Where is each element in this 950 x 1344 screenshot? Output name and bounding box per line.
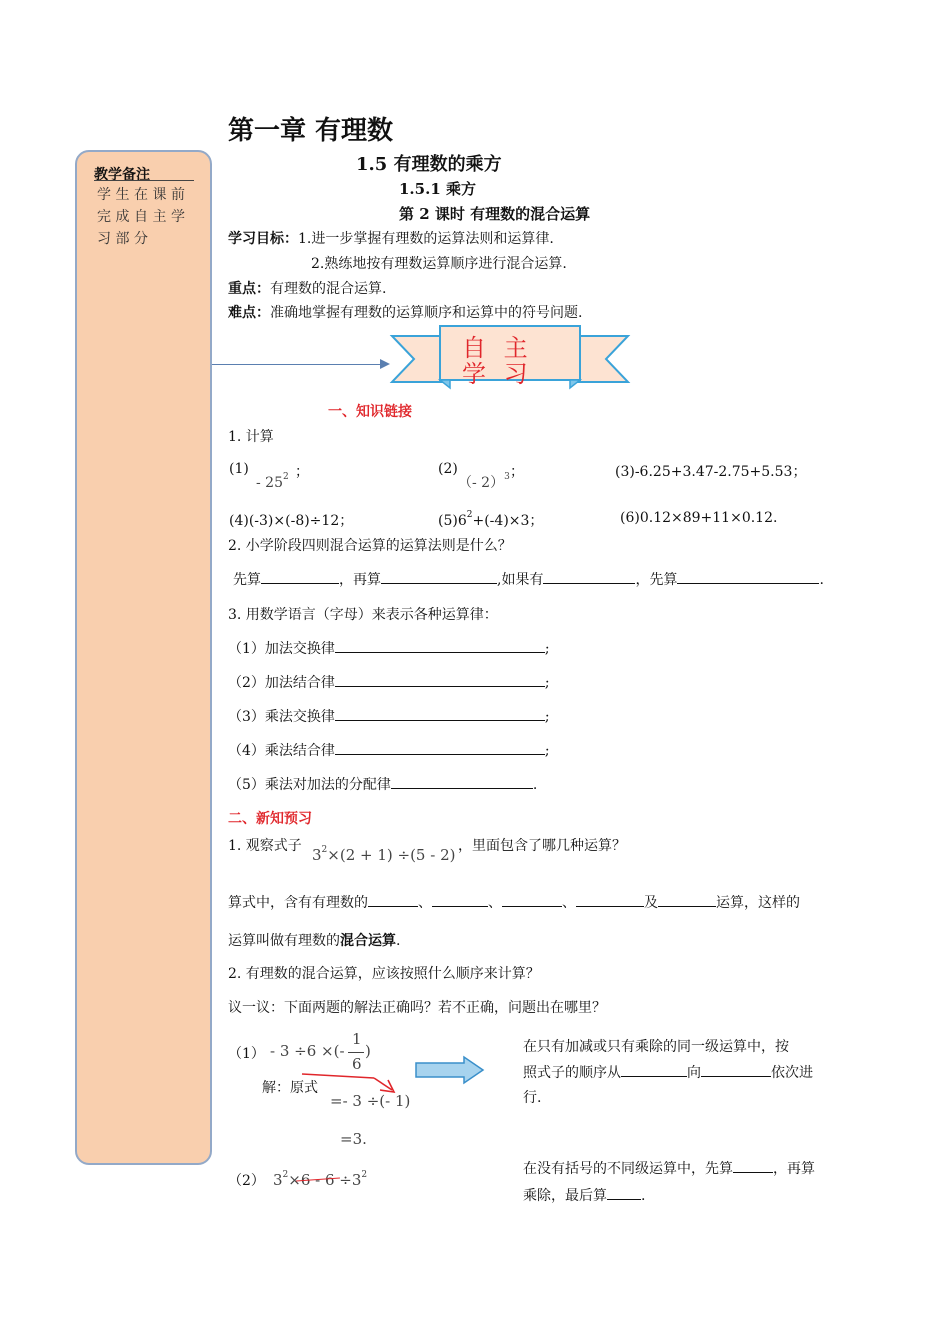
subsection-title: 1.5.1 乘方 (399, 180, 476, 198)
rule2-line1 (523, 1158, 815, 1178)
p2-fill-line-1 (228, 892, 800, 912)
ex1-denominator: 6 (352, 1055, 362, 1073)
fraction-bar (348, 1052, 364, 1053)
ex1-step-2: =3. (340, 1130, 367, 1148)
q1b-base: （- 2） (458, 475, 505, 491)
p2-q1-post: ，里面包含了哪几种运算？ (458, 838, 626, 854)
q2-blank-3[interactable] (543, 569, 635, 584)
p2-q2: 2. 有理数的混合运算，应该按照什么顺序来计算？ (228, 966, 540, 982)
q1a-label: (1) (229, 461, 249, 477)
law-3 (228, 706, 550, 726)
q2-blank-2[interactable] (381, 569, 497, 584)
ex2-exponent-2: 2 (361, 1170, 368, 1180)
q1d: (4)(-3)×(-8)÷12； (229, 513, 354, 529)
key-label: 重点： (228, 281, 270, 297)
objective-1: 1.进一步掌握有理数的运算法则和运算律. (298, 231, 554, 247)
p2-q1-exponent: 2 (321, 845, 328, 855)
p2-sep-3: 、 (562, 895, 576, 911)
p2-blank-5[interactable] (658, 892, 716, 907)
p2-fill-line-2 (228, 930, 400, 950)
law-4-label: （4）乘法结合律 (228, 743, 335, 759)
ex1-step-1: =- 3 ÷(- 1) (330, 1092, 411, 1110)
rule2-text-a: 在没有括号的不同级运算中，先算 (523, 1161, 733, 1177)
rule2-text-c: 乘除，最后算 (523, 1188, 607, 1204)
law-1-end: ; (544, 641, 550, 657)
objectives-label: 学习目标： (228, 231, 298, 247)
p2-discuss: 议一议：下面两题的解法正确吗？若不正确，问题出在哪里？ (228, 1000, 606, 1016)
p2-blank-1[interactable] (368, 892, 418, 907)
q1e-base: (5)6 (438, 513, 467, 529)
divider (94, 180, 194, 181)
q2-text-2: ，再算 (339, 572, 381, 588)
p2-q1-base: 3 (312, 846, 322, 864)
q1e (438, 510, 543, 530)
q1a-base: - 25 (256, 475, 283, 491)
law-3-label: （3）乘法交换律 (228, 709, 335, 725)
p2-and: 及 (644, 895, 658, 911)
ex2-base: 3 (273, 1171, 283, 1189)
rule1-blank-1[interactable] (621, 1062, 687, 1077)
q2-text-1: 先算 (233, 572, 261, 588)
q1-title: 1. 计算 (228, 429, 274, 445)
q1b-exponent: 3 (504, 472, 510, 482)
q3-title: 3. 用数学语言（字母）来表示各种运算律： (228, 607, 498, 623)
difficulty-label: 难点： (228, 305, 270, 321)
banner-text: 自 主 学 习 (462, 334, 533, 388)
part2-heading: 二、新知预习 (228, 811, 312, 827)
rule1-blank-2[interactable] (701, 1062, 771, 1077)
p2-q1-pre: 1. 观察式子 (228, 838, 302, 854)
law-2-end: ; (544, 675, 550, 691)
law-5 (228, 774, 537, 794)
law-3-blank[interactable] (335, 706, 545, 721)
law-4-blank[interactable] (335, 740, 545, 755)
rule1-text-b: 照式子的顺序从 (523, 1065, 621, 1081)
ex2-rest: ×6 - 6 ÷3 (288, 1171, 362, 1189)
ex1-close: ) (365, 1042, 371, 1060)
p2-q1-rest: ×(2 + 1) ÷(5 - 2) (327, 846, 456, 864)
key-point (228, 278, 386, 298)
rule1-text-d: 依次进 (771, 1065, 813, 1081)
q1e-exponent: 2 (466, 510, 473, 520)
q1e-rest: +(-4)×3； (472, 513, 544, 529)
p2-q1-expr (312, 845, 455, 864)
right-arrow-icon (414, 1055, 486, 1085)
p2-fill-line2-pre: 运算叫做有理数的 (228, 933, 340, 949)
p2-fill-line2-bold: 混合运算 (340, 933, 396, 949)
ex1-solution-label: 解：原式 (262, 1080, 318, 1096)
objective-2: 2.熟练地按有理数运算顺序进行混合运算. (311, 256, 567, 272)
q1b-end: ； (510, 464, 524, 480)
q1f: (6)0.12×89+11×0.12. (620, 510, 778, 526)
rule2-text-d: . (641, 1188, 646, 1204)
q1b-label: (2) (438, 461, 458, 477)
q2-blank-1[interactable] (261, 569, 339, 584)
p2-sep-1: 、 (418, 895, 432, 911)
q2-text-4: ，先算 (635, 572, 678, 588)
difficulty-text: 准确地掌握有理数的运算顺序和运算中的符号问题. (270, 305, 583, 321)
law-1 (228, 638, 550, 658)
key-text: 有理数的混合运算. (270, 281, 387, 297)
q1a-end: ； (295, 464, 309, 480)
connector-line (212, 364, 382, 365)
law-2-blank[interactable] (335, 672, 545, 687)
rule1-line1: 在只有加减或只有乘除的同一级运算中，按 (523, 1039, 789, 1055)
objective-line-1 (228, 228, 554, 248)
q1a-exponent: 2 (283, 472, 289, 482)
rule2-blank-2[interactable] (607, 1185, 641, 1200)
law-5-end: . (532, 777, 538, 793)
p2-blank-3[interactable] (502, 892, 562, 907)
law-5-blank[interactable] (391, 774, 533, 789)
law-1-label: （1）加法交换律 (228, 641, 335, 657)
ex1-numerator: 1 (352, 1030, 362, 1048)
ex1-label: （1） (228, 1046, 265, 1062)
teaching-notes-panel (75, 150, 212, 1165)
law-2 (228, 672, 550, 692)
q2-text-5: . (819, 572, 824, 588)
p2-sep-2: 、 (488, 895, 502, 911)
law-1-blank[interactable] (335, 638, 545, 653)
q2-title: 2. 小学阶段四则混合运算的运算法则是什么？ (228, 538, 512, 554)
law-4-end: ; (544, 743, 550, 759)
teaching-notes-text: 学生在课前完成自主学习部分 (97, 187, 190, 247)
p2-fill-line2-end: . (396, 933, 401, 949)
rule2-line2 (523, 1185, 645, 1205)
law-2-label: （2）加法结合律 (228, 675, 335, 691)
q2-fill (233, 569, 824, 589)
section-title: 1.5 有理数的乘方 (356, 154, 502, 175)
rule2-text-b: ，再算 (773, 1161, 815, 1177)
rule1-line2 (523, 1062, 813, 1082)
rule2-blank-1[interactable] (733, 1158, 773, 1173)
rule1-text-c: 向 (687, 1065, 701, 1081)
ex2-exponent: 2 (282, 1170, 289, 1180)
difficulty (228, 302, 582, 322)
lesson-title: 第 2 课时 有理数的混合运算 (399, 205, 591, 223)
law-4 (228, 740, 550, 760)
q2-text-3: ,如果有 (497, 572, 544, 588)
p2-blank-2[interactable] (432, 892, 488, 907)
law-3-end: ; (544, 709, 550, 725)
ex1-expr: - 3 ÷6 ×(- (270, 1042, 345, 1060)
chapter-title: 第一章 有理数 (228, 116, 394, 146)
q1a-expr (256, 472, 289, 491)
law-5-label: （5）乘法对加法的分配律 (228, 777, 391, 793)
q1c: (3)-6.25+3.47-2.75+5.53； (615, 464, 807, 480)
teaching-notes-title: 教学备注 (94, 167, 150, 183)
ex2-label: （2） (228, 1173, 265, 1189)
p2-blank-4[interactable] (576, 892, 644, 907)
p2-fill-pre: 算式中，含有有理数的 (228, 895, 368, 911)
q2-blank-4[interactable] (677, 569, 819, 584)
part1-heading: 一、知识链接 (328, 404, 412, 420)
rule1-line3: 行. (523, 1090, 542, 1106)
p2-fill-post: 运算，这样的 (716, 895, 800, 911)
q1b-expr (458, 472, 510, 492)
